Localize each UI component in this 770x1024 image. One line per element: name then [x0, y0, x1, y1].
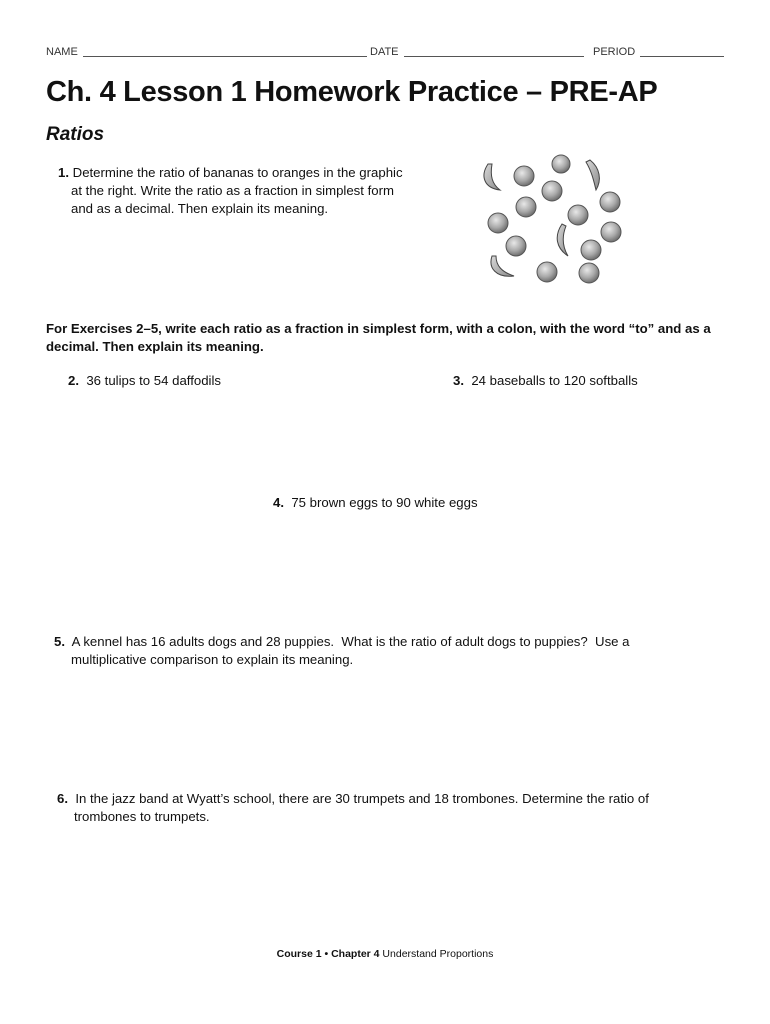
orange-icon — [552, 155, 570, 173]
question-number: 2. — [68, 373, 79, 388]
name-field[interactable] — [83, 46, 367, 57]
question-text: 24 baseballs to 120 softballs — [464, 373, 638, 388]
orange-icon — [514, 166, 534, 186]
footer-course: Course 1 • Chapter 4 — [276, 948, 380, 960]
banana-icon — [586, 160, 599, 190]
page-title: Ch. 4 Lesson 1 Homework Practice – PRE-AP — [46, 76, 658, 108]
period-label: PERIOD — [593, 46, 636, 58]
fruit-graphic — [470, 152, 640, 292]
question-number: 6. — [57, 791, 68, 806]
question-3 — [453, 372, 638, 390]
footer-topic: Understand Proportions — [379, 948, 494, 960]
orange-icon — [581, 240, 601, 260]
question-2 — [68, 372, 221, 390]
exercise-instructions: For Exercises 2–5, write each ratio as a fraction in simplest form, with a colon, with the word “to” and as a decimal. Then explain its meaning. — [46, 321, 711, 354]
question-text: and as a decimal. Then explain its meaning. — [71, 201, 329, 216]
question-text: multiplicative comparison to explain its meaning. — [71, 652, 354, 667]
orange-icon — [506, 236, 526, 256]
question-number: 3. — [453, 373, 464, 388]
question-1 — [58, 164, 438, 218]
orange-icon — [542, 181, 562, 201]
page-footer — [0, 948, 770, 960]
orange-icon — [516, 197, 536, 217]
question-text: A kennel has 16 adults dogs and 28 puppies. What is the ratio of adult dogs to puppies? Use a — [65, 634, 630, 649]
banana-icon — [491, 256, 514, 276]
question-text: Determine the ratio of bananas to oranges in the graphic — [69, 165, 403, 180]
date-field[interactable] — [404, 46, 584, 57]
question-text: at the right. Write the ratio as a fraction in simplest form — [71, 183, 394, 198]
orange-icon — [568, 205, 588, 225]
orange-icon — [579, 263, 599, 283]
question-5 — [54, 633, 734, 669]
section-subtitle: Ratios — [46, 124, 105, 145]
orange-icon — [600, 192, 620, 212]
question-6 — [57, 790, 737, 826]
banana-icon — [484, 164, 500, 190]
period-field[interactable] — [640, 46, 724, 57]
question-text: In the jazz band at Wyatt’s school, there are 30 trumpets and 18 trombones. Determine the ratio of — [68, 791, 649, 806]
name-label: NAME — [46, 46, 78, 58]
question-number: 4. — [273, 495, 284, 510]
question-text: trombones to trumpets. — [74, 809, 210, 824]
question-number: 5. — [54, 634, 65, 649]
orange-icon — [601, 222, 621, 242]
banana-icon — [557, 224, 568, 256]
question-text: 75 brown eggs to 90 white eggs — [284, 495, 478, 510]
question-text: 36 tulips to 54 daffodils — [79, 373, 221, 388]
date-label: DATE — [370, 46, 399, 58]
question-4 — [273, 494, 478, 512]
orange-icon — [488, 213, 508, 233]
question-number: 1. — [58, 165, 69, 180]
orange-icon — [537, 262, 557, 282]
